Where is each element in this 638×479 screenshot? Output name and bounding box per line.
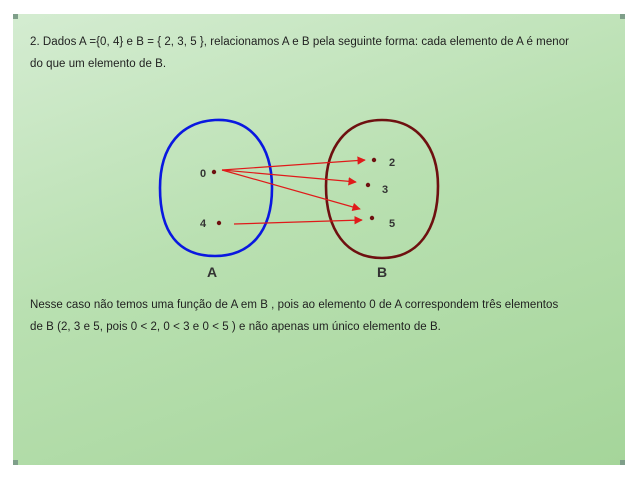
arrow-4-to-5: [234, 220, 362, 224]
statement-line-1: 2. Dados A ={0, 4} e B = { 2, 3, 5 }, relacionamos A e B pela seguinte forma: cada elemento de A é menor: [30, 36, 570, 48]
conclusion-line-2: de B (2, 3 e 5, pois 0 < 2, 0 < 3 e 0 < 5 ) e não apenas um único elemento de B.: [30, 321, 441, 333]
element-dot: [372, 158, 376, 162]
element-dot: [217, 221, 221, 225]
set-a-element-4: 4: [200, 218, 207, 230]
set-b-label: B: [377, 264, 388, 280]
set-b-element-3: 3: [382, 184, 389, 196]
set-b-element-2: 2: [389, 157, 396, 169]
set-b-element-5: 5: [389, 218, 396, 230]
element-dot: [212, 170, 216, 174]
conclusion-text: [30, 294, 620, 338]
element-dot: [370, 216, 374, 220]
statement-line-2: do que um elemento de B.: [30, 58, 167, 70]
arrow-0-to-2: [222, 160, 365, 170]
element-dot: [366, 183, 370, 187]
set-a-label: A: [207, 264, 218, 280]
set-a-oval: [160, 120, 272, 256]
conclusion-line-1: Nesse caso não temos uma função de A em B , pois ao elemento 0 de A correspondem três elementos: [30, 299, 559, 311]
set-a-element-0: 0: [200, 168, 207, 180]
